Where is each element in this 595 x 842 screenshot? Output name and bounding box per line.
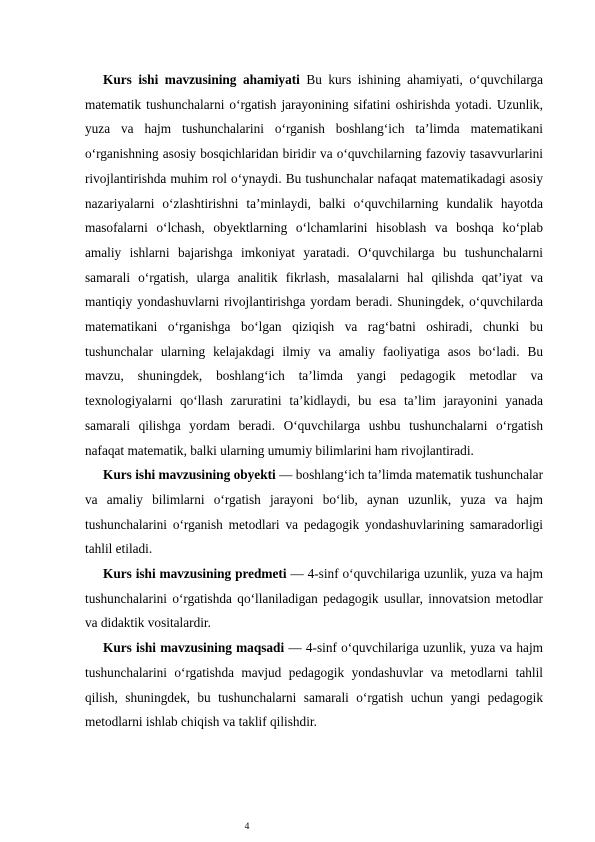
paragraph-maqsadi <box>85 636 543 735</box>
paragraph-lead: Kurs ishi mavzusining ahamiyati <box>103 72 300 87</box>
paragraph-text: Bu kurs ishining ahamiyati, o‘quvchilarga matematik tushunchalarni o‘rgatish jarayonining sifatini oshirishda yotadi. Uzunlik, yuza va hajm tushunchalarini o‘rganish boshlang‘ich ta’limda matematikani o‘rganishning asosiy bosqichlaridan biridir va o‘quvchilarning fazoviy tasavvurlarini rivojlantirishda muhim rol o‘ynaydi. Bu tushunchalar nafaqat matematikadagi asosiy nazariyalarni o‘zlashtirishni ta’minlaydi, balki o‘quvchilarning kundalik hayotda masofalarni o‘lchash, obyektlarning o‘lchamlarini hisoblash va boshqa ko‘plab amaliy ishlarni bajarishga imkoniyat yaratadi. O‘quvchilarga bu tushunchalarni samarali o‘rgatish, ularga analitik fikrlash, masalalarni hal qilishda qat’iyat va mantiqiy yondashuvlarni rivojlantirishga yordam beradi. Shuningdek, o‘quvchilarda matematikani o‘rganishga bo‘lgan qiziqish va rag‘batni oshiradi, chunki bu tushunchalar ularning kelajakdagi ilmiy va amaliy faoliyatiga asos bo‘ladi. Bu mavzu, shuningdek, boshlang‘ich ta’limda yangi pedagogik metodlar va texnologiyalarni qo‘llash zaruratini ta’kidlaydi, bu esa ta’lim jarayonini yanada samarali qilishga yordam beradi. O‘quvchilarga ushbu tushunchalarni o‘rgatish nafaqat matematik, balki ularning umumiy bilimlarini ham rivojlantiradi. <box>85 72 543 458</box>
page-number: 4 <box>244 822 250 832</box>
paragraph-obyekti <box>85 463 543 562</box>
paragraph-lead: Kurs ishi mavzusining obyekti <box>103 467 276 483</box>
paragraph-text: — 4-sinf o‘quvchilariga uzunlik, yuza va hajm tushunchalarini o‘rgatishda mavjud pedagogik yondashuvlar va metodlarni tahlil qilish, shuningdek, bu tushunchalarni samarali o‘rgatish uchun yangi pedagogik metodlarni ishlab chiqish va taklif qilishdir. <box>85 640 543 730</box>
paragraph-lead: Kurs ishi mavzusining predmeti <box>103 566 287 582</box>
paragraph-text: — 4-sinf o‘quvchilariga uzunlik, yuza va hajm tushunchalarini o‘rgatishda qo‘llaniladigan pedagogik usullar, innovatsion metodlar va didaktik vositalardir. <box>85 566 543 631</box>
paragraph-ahamiyati <box>85 68 543 463</box>
paragraph-predmeti <box>85 562 543 636</box>
paragraph-text: — boshlang‘ich ta’limda matematik tushunchalar va amaliy bilimlarni o‘rgatish jarayoni bo‘lib, aynan uzunlik, yuza va hajm tushunchalarini o‘rganish metodlari va pedagogik yondashuvlarining samaradorligi tahlil etiladi. <box>85 467 543 557</box>
paragraph-lead: Kurs ishi mavzusining maqsadi <box>103 640 285 656</box>
document-page <box>85 68 543 735</box>
